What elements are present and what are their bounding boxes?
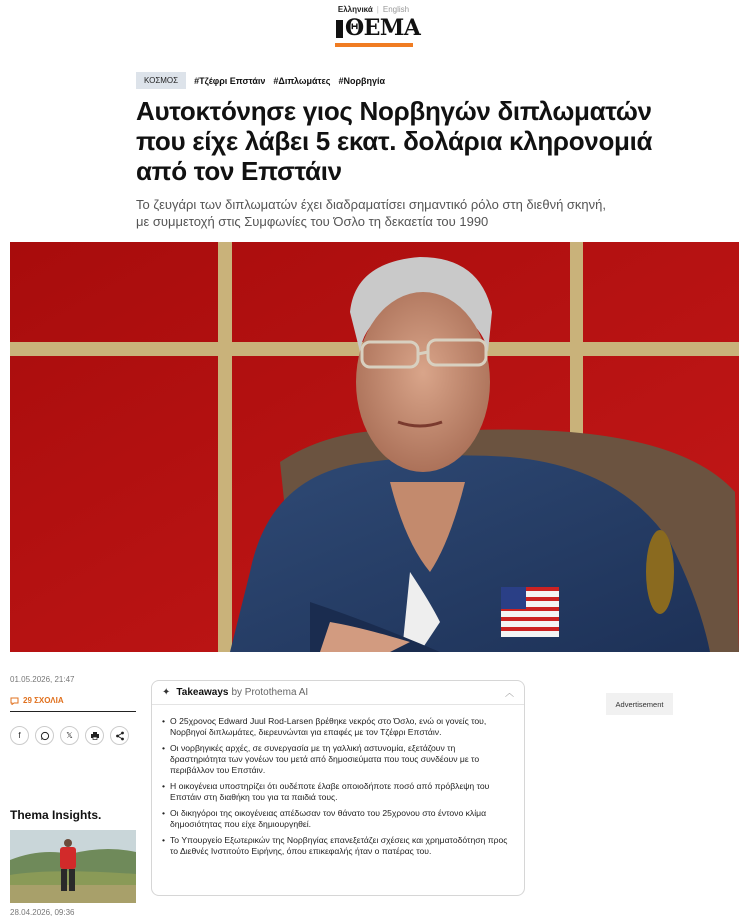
takeaways-byline: by Protothema AI — [231, 687, 309, 698]
takeaways-title: Takeaways — [176, 687, 229, 698]
lang-english[interactable]: English — [382, 5, 410, 14]
tag-link[interactable]: #Τζέφρι Επστάιν — [194, 75, 266, 86]
language-switcher: Ελληνικά | English — [337, 5, 410, 14]
takeaway-item: • Η οικογένεια υποστηρίζει ότι ουδέποτε έλαβε οποιοδήποτε ποσό από πρόβλεψη του Επστάιν στη διαθήκη του για τα παιδιά τους. — [162, 781, 512, 803]
share-icon[interactable] — [110, 726, 129, 745]
takeaway-item: • Οι δικηγόροι της οικογένειας απέδωσαν τον θάνατο του 25χρονου στο έντονο κλίμα δημοσιότητας που είχε δημιουργηθεί. — [162, 808, 512, 830]
comments-count: 29 ΣΧΟΛΙΑ — [23, 696, 64, 705]
takeaway-item: • Το Υπουργείο Εξωτερικών της Νορβηγίας επανεξετάζει σχέσεις και χρηματοδότηση προς το Διεθνές Ινστιτούτο Ειρήνης, όπου επικεφαλής ήταν ο πατέρας του. — [162, 835, 512, 857]
article-headline: Αυτοκτόνησε γιος Νορβηγών διπλωματών που είχε λάβει 5 εκατ. δολάρια κληρονομιά από τον Επστάιν — [136, 96, 653, 186]
insights-section-title: Thema Insights. — [10, 808, 102, 822]
comment-icon — [10, 697, 19, 705]
share-bar — [10, 726, 136, 745]
article-subtitle: Το ζευγάρι των διπλωματών έχει διαδραματίσει σημαντικό ρόλο στη διεθνή σκηνή, με συμμετοχή στις Συμφωνίες του Όσλο τη δεκαετία του 1990 — [136, 197, 607, 229]
hero-photo — [10, 242, 739, 652]
publish-date: 01.05.2026, 21:47 — [10, 675, 75, 684]
advertisement-slot[interactable]: Advertisement — [606, 693, 673, 715]
category-badge[interactable]: ΚΟΣΜΟΣ — [136, 72, 186, 89]
facebook-icon[interactable]: f — [10, 726, 29, 745]
chevron-up-icon[interactable]: ︿ — [504, 688, 514, 698]
divider — [10, 711, 136, 712]
article-tags — [136, 72, 385, 89]
takeaways-header[interactable] — [152, 681, 524, 705]
sparkle-icon: ✦ — [162, 687, 171, 698]
takeaway-item: • Οι νορβηγικές αρχές, σε συνεργασία με τη γαλλική αστυνομία, εξετάζουν τη δραστηριότητα των γονέων του μετά από δημοσιεύματα που τους συνδέουν με το περιβάλλον του Επστάιν. — [162, 743, 512, 776]
article-meta — [10, 675, 136, 745]
lang-greek[interactable]: Ελληνικά — [337, 5, 373, 14]
insights-date: 28.04.2026, 09:36 — [10, 908, 75, 917]
takeaways-panel — [151, 680, 525, 896]
tag-link[interactable]: #Διπλωμάτες — [273, 75, 331, 86]
takeaways-list — [152, 705, 524, 857]
takeaway-item: • Ο 25χρονος Edward Juul Rod-Larsen βρέθηκε νεκρός στο Όσλο, ενώ οι γονείς του, Νορβηγοί διπλωμάτες, διερευνώνται για επαφές με τον Τζέφρι Επστάιν. — [162, 716, 512, 738]
logo-tag — [336, 20, 343, 38]
insights-thumbnail[interactable] — [10, 830, 136, 903]
logo-text: ΘΕΜΑ — [345, 15, 421, 41]
logo-accent-bar — [335, 43, 413, 47]
x-icon[interactable]: 𝕏 — [60, 726, 79, 745]
site-logo[interactable] — [335, 15, 421, 47]
print-icon[interactable] — [85, 726, 104, 745]
comments-link[interactable] — [10, 696, 136, 705]
tag-link[interactable]: #Νορβηγία — [338, 75, 386, 86]
whatsapp-icon[interactable] — [35, 726, 54, 745]
